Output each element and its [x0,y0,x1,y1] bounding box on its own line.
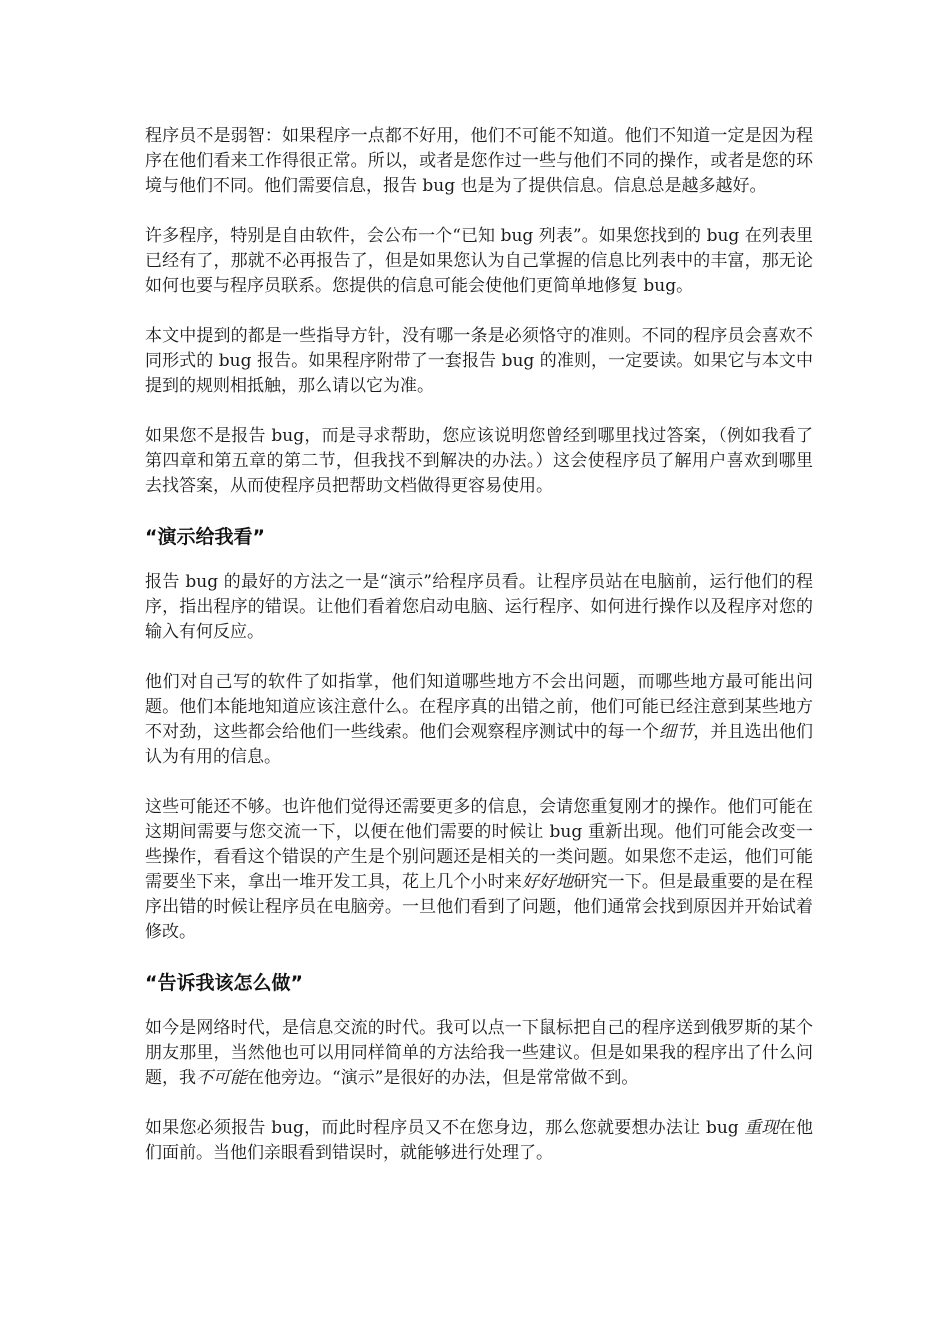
text-span: 这些可能还不够。也许他们觉得还需要更多的信息，会请您重复刚才的操作。他们可能在这期间需要与您交流一下，以便在他们需要的时候让 bug 重新出现。他们可能会改变一些操作，看看这个错误的产生是个别问题还是相关的一类问题。如果您不走运，他们可能需要坐下来，拿出一堆开发工具，花上几个小时来 [145,797,813,892]
emphasis-text: 不可能 [196,1068,247,1088]
intro-paragraph-2: 许多程序，特别是自由软件，会公布一个“已知 bug 列表”。如果您找到的 bug 在列表里已经有了，那就不必再报告了，但是如果您认为自己掌握的信息比列表中的丰富，那无论如何也要与程序员联系。您提供的信息可能会使他们更简单地修复 bug。 [145,226,813,296]
intro-paragraph-1: 程序员不是弱智：如果程序一点都不好用，他们不可能不知道。他们不知道一定是因为程序在他们看来工作得很正常。所以，或者是您作过一些与他们不同的操作，或者是您的环境与他们不同。他们需要信息，报告 bug 也是为了提供信息。信息总是越多越好。 [145,126,813,196]
tell-me-paragraph-1 [145,1016,813,1091]
show-me-paragraph-2 [145,670,813,770]
text-span: 在他旁边。“演示”是很好的办法，但是常常做不到。 [247,1068,639,1088]
tell-me-paragraph-2 [145,1116,813,1166]
text-span: 他们对自己写的软件了如指掌，他们知道哪些地方不会出问题，而哪些地方最可能出问题。他们本能地知道应该注意什么。在程序真的出错之前，他们可能已经注意到某些地方不对劲，这些都会给他们一些线索。他们会观察程序测试中的每一个 [145,672,813,742]
section-heading-tell-me: “告诉我该怎么做” [145,972,303,994]
show-me-paragraph-3 [145,795,813,945]
text-span: 如果您必须报告 bug，而此时程序员又不在您身边，那么您就要想办法让 bug [145,1118,745,1138]
emphasis-text: 重现 [744,1118,779,1138]
document-page [145,124,813,1191]
emphasis-text: 细节 [658,722,694,742]
text-span: 在他们面前。当他们亲眼看到错误时，就能够进行处理了。 [145,1118,814,1163]
text-span: ，并且选出他们认为有用的信息。 [145,722,814,767]
intro-paragraph-4: 如果您不是报告 bug，而是寻求帮助，您应该说明您曾经到哪里找过答案，（例如我看了第四章和第五章的第二节，但我找不到解决的办法。）这会使程序员了解用户喜欢到哪里去找答案，从而使程序员把帮助文档做得更容易使用。 [145,426,813,496]
show-me-paragraph-1: 报告 bug 的最好的方法之一是“演示”给程序员看。让程序员站在电脑前，运行他们的程序，指出程序的错误。让他们看着您启动电脑、运行程序、如何进行操作以及程序对您的输入有何反应。 [145,572,813,642]
text-span: 如今是网络时代，是信息交流的时代。我可以点一下鼠标把自己的程序送到俄罗斯的某个朋友那里，当然他也可以用同样简单的方法给我一些建议。但是如果我的程序出了什么问题，我 [145,1018,813,1088]
emphasis-text: 好好地 [521,872,574,892]
intro-paragraph-3: 本文中提到的都是一些指导方针，没有哪一条是必须恪守的准则。不同的程序员会喜欢不同形式的 bug 报告。如果程序附带了一套报告 bug 的准则，一定要读。如果它与本文中提到的规则相抵触，那么请以它为准。 [145,326,813,396]
text-span: 研究一下。但是最重要的是在程序出错的时候让程序员在电脑旁。一旦他们看到了问题，他们通常会找到原因并开始试着修改。 [145,872,814,942]
section-heading-show-me: “演示给我看” [145,526,265,548]
